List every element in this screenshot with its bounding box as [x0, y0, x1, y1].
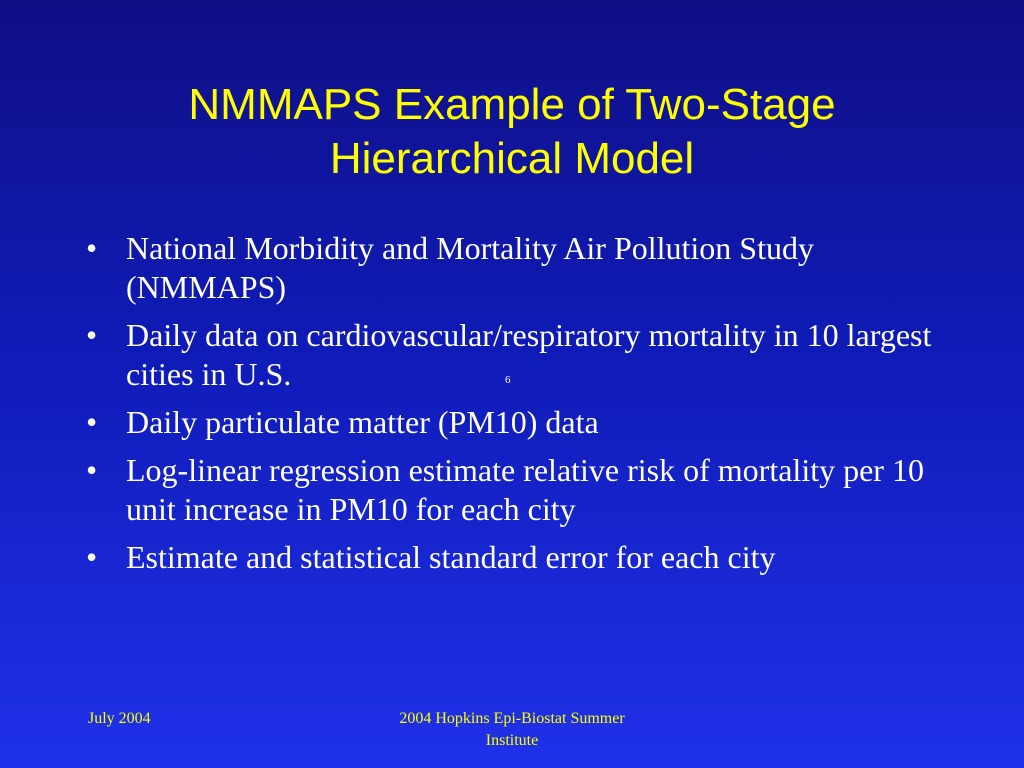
bullet-text: National Morbidity and Mortality Air Pollution Study (NMMAPS) — [126, 230, 814, 305]
footer-institute-line-1: 2004 Hopkins Epi-Biostat Summer — [399, 710, 625, 727]
slide-title — [80, 78, 944, 186]
bullet-text: Daily data on cardiovascular/respiratory mortality in 10 largest cities in U.S. — [126, 317, 932, 392]
bullet-text: Log-linear regression estimate relative risk of mortality per 10 unit increase in PM10 for each city — [126, 452, 924, 527]
title-line-1: NMMAPS Example of Two-Stage — [188, 80, 836, 129]
bullet-dot-icon: • — [86, 404, 98, 440]
bullet-dot-icon: • — [86, 230, 98, 266]
bullet-item — [86, 229, 966, 307]
bullet-list — [86, 229, 966, 586]
footer-date: July 2004 — [88, 710, 151, 727]
bullet-dot-icon: • — [86, 452, 98, 488]
bullet-text: Daily particulate matter (PM10) data — [126, 404, 599, 440]
title-line-2: Hierarchical Model — [329, 134, 695, 183]
bullet-item — [86, 538, 966, 577]
footer-institute — [362, 708, 662, 752]
bullet-dot-icon: • — [86, 539, 98, 575]
bullet-dot-icon: • — [86, 317, 98, 353]
footer-institute-line-2: Institute — [485, 732, 539, 749]
slide-number-marker: 6 — [505, 374, 511, 386]
bullet-text: Estimate and statistical standard error for each city — [126, 539, 776, 575]
bullet-item — [86, 403, 966, 442]
bullet-item — [86, 451, 966, 529]
bullet-item — [86, 316, 966, 394]
